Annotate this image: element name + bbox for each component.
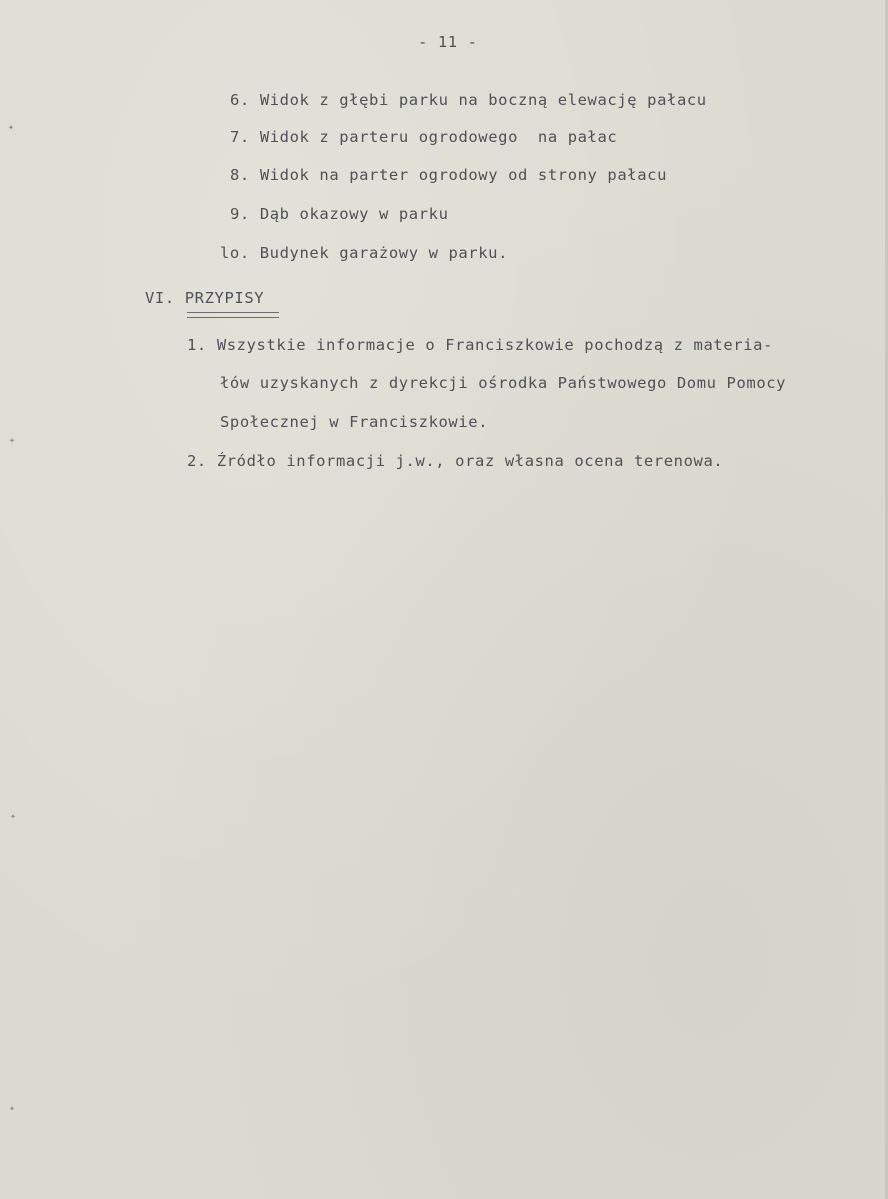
list-item-text: Widok z parteru ogrodowego na pałac xyxy=(259,128,618,146)
list-item xyxy=(220,243,508,263)
list-item-text: Widok z głębi parku na boczną elewację pałacu xyxy=(259,91,707,109)
punch-hole-mark: ✦ xyxy=(10,811,17,822)
footnote-item xyxy=(187,335,773,355)
section-title-double-underline xyxy=(187,312,279,318)
list-item-number: 8. xyxy=(230,166,250,184)
footnote-number: 2. xyxy=(187,452,207,470)
footnote-number: 1. xyxy=(187,336,207,354)
list-item xyxy=(230,127,617,147)
list-item-text: Budynek garażowy w parku. xyxy=(259,244,509,262)
punch-hole-mark: ✦ xyxy=(8,122,15,133)
list-item xyxy=(230,90,707,110)
list-item-number: 6. xyxy=(230,91,250,109)
list-item-number: lo. xyxy=(220,244,250,262)
footnote-item xyxy=(187,451,723,471)
footnote-text-line: Źródło informacji j.w., oraz własna ocena terenowa. xyxy=(216,452,724,470)
list-item-text: Dąb okazowy w parku xyxy=(259,205,449,223)
footnote-text-line: Społecznej w Franciszkowie. xyxy=(220,413,489,431)
list-item-number: 7. xyxy=(230,128,250,146)
list-item xyxy=(230,165,667,185)
section-number: VI. xyxy=(145,289,175,307)
punch-hole-mark: ✦ xyxy=(9,435,16,446)
footnote-text-line: Wszystkie informacje o Franciszkowie pochodzą z materia- xyxy=(216,336,773,354)
list-item-number: 9. xyxy=(230,205,250,223)
list-item xyxy=(230,204,449,224)
footnote-text-line: łów uzyskanych z dyrekcji ośrodka Państwowego Domu Pomocy xyxy=(220,374,787,392)
punch-hole-mark: ✦ xyxy=(9,1103,16,1114)
list-item-text: Widok na parter ogrodowy od strony pałacu xyxy=(259,166,668,184)
page-number: - 11 - xyxy=(418,33,478,51)
section-title: PRZYPISY xyxy=(184,289,265,307)
section-heading xyxy=(145,288,264,308)
